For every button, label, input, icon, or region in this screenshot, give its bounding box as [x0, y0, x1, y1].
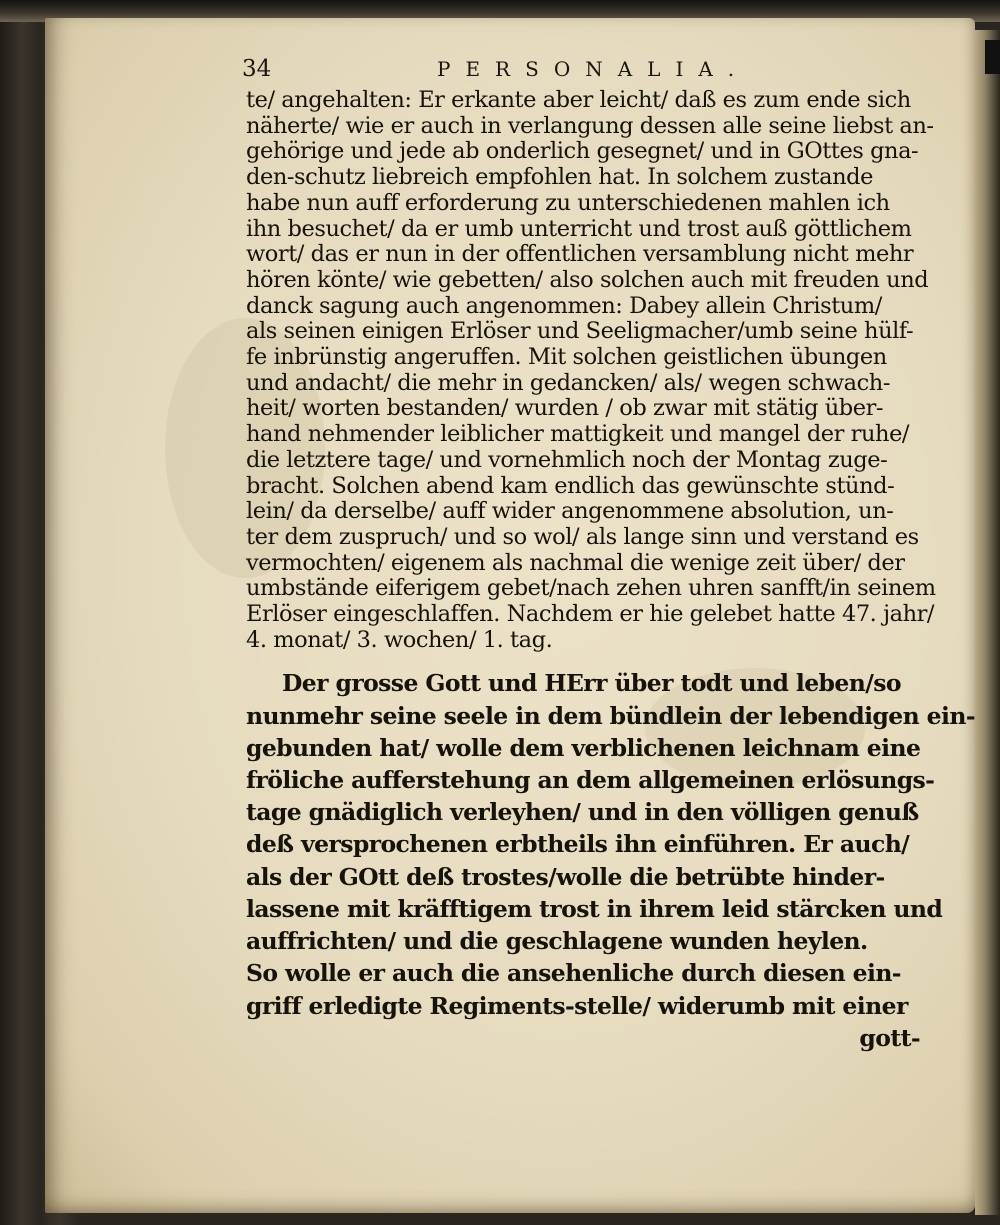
- page-number: 34: [242, 56, 272, 82]
- text-line: ihn besuchet/ da er umb unterricht und trost auß göttlichem: [246, 215, 912, 242]
- text-line: als der GOtt deß trostes/wolle die betrübte hinder-: [246, 862, 885, 891]
- page-edges: [975, 30, 1000, 1215]
- text-line: tage gnädiglich verleyhen/ und in den völligen genuß: [246, 798, 919, 827]
- text-line: auffrichten/ und die geschlagene wunden heylen.: [246, 927, 868, 956]
- text-line: und andacht/ die mehr in gedancken/ als/ wegen schwach-: [246, 369, 890, 396]
- text-line: bracht. Solchen abend kam endlich das gewünschte stünd-: [246, 472, 895, 499]
- text-line: gehörige und jede ab onderlich gesegnet/ und in GOttes gna-: [246, 138, 919, 165]
- bookmark-tab: [985, 40, 1000, 74]
- paragraph-2: [246, 667, 975, 1053]
- text-line: griff erledigte Regiments-stelle/ widerumb mit einer: [246, 991, 908, 1020]
- text-line: als seinen einigen Erlöser und Seeligmacher/umb seine hülf-: [246, 318, 914, 345]
- running-head: PERSONALIA.: [437, 57, 750, 81]
- text-line: 4. monat/ 3. wochen/ 1. tag.: [246, 626, 553, 653]
- text-line: nunmehr seine seele in dem bündlein der lebendigen ein-: [246, 701, 975, 730]
- body-text: [246, 87, 975, 1054]
- text-line: fe inbrünstig angeruffen. Mit solchen geistlichen übungen: [246, 344, 887, 371]
- text-line: lassene mit kräfftigem trost in ihrem leid stärcken und: [246, 894, 943, 923]
- text-line: hören könte/ wie gebetten/ also solchen auch mit freuden und: [246, 266, 929, 293]
- text-line: wort/ das er nun in der offentlichen versamblung nicht mehr: [246, 241, 914, 268]
- text-line: gebunden hat/ wolle dem verblichenen leichnam eine: [246, 733, 921, 762]
- text-line: die letztere tage/ und vornehmlich noch der Montag zuge-: [246, 446, 888, 473]
- text-line: vermochten/ eigenem als nachmal die wenige zeit über/ der: [246, 549, 905, 576]
- text-line: fröliche aufferstehung an dem allgemeinen erlösungs-: [246, 766, 935, 795]
- text-line: danck sagung auch angenommen: Dabey allein Christum/: [246, 292, 882, 319]
- paragraph-1: [246, 87, 936, 653]
- text-line: deß versprochenen erbtheils ihn einführen. Er auch/: [246, 830, 910, 859]
- text-line: ter dem zuspruch/ und so wol/ als lange sinn und verstand es: [246, 523, 919, 550]
- text-line: heit/ worten bestanden/ wurden / ob zwar mit stätig über-: [246, 395, 884, 422]
- text-line: Erlöser eingeschlaffen. Nachdem er hie gelebet hatte 47. jahr/: [246, 601, 935, 628]
- text-line: So wolle er auch die ansehenliche durch diesen ein-: [246, 959, 901, 988]
- text-line: Der grosse Gott und HErr über todt und leben/so: [282, 669, 901, 698]
- text-line: den-schutz liebreich empfohlen hat. In solchem zustande: [246, 164, 873, 191]
- text-line: te/ angehalten: Er erkante aber leicht/ daß es zum ende sich: [246, 87, 911, 113]
- text-line: habe nun auff erforderung zu unterschiedenen mahlen ich: [246, 189, 890, 216]
- catchword: gott-: [859, 1023, 920, 1052]
- text-line: näherte/ wie er auch in verlangung dessen alle seine liebst an-: [246, 112, 934, 139]
- text-line: hand nehmender leiblicher mattigkeit und mangel der ruhe/: [246, 421, 910, 448]
- text-line: umbstände eiferigem gebet/nach zehen uhren sanfft/in seinem: [246, 575, 936, 602]
- text-line: lein/ da derselbe/ auff wider angenommene absolution, un-: [246, 498, 894, 525]
